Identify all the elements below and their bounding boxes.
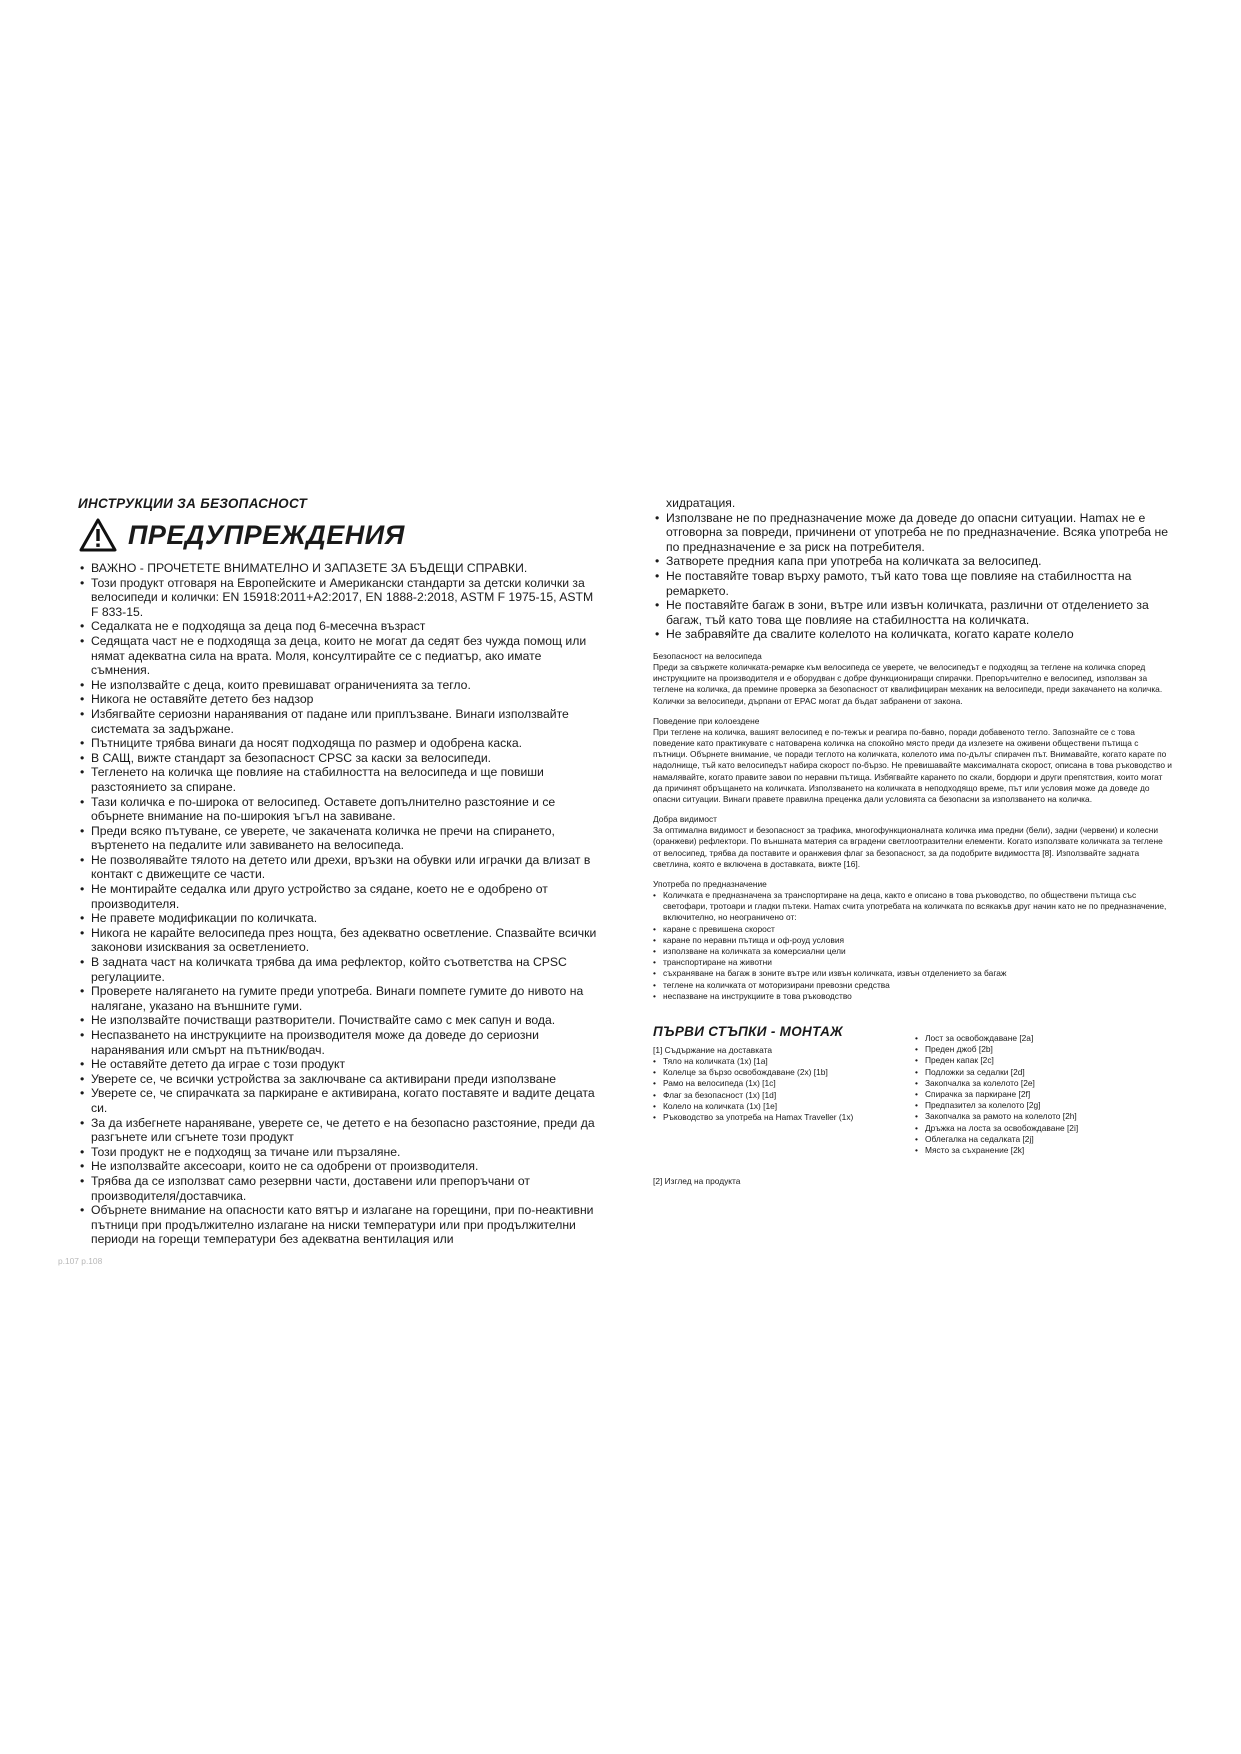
list-item: • Облегалка на седалката [2j] — [915, 1134, 1155, 1145]
list-item: • Пътниците трябва винаги да носят подходяща по размер и одобрена каска. — [78, 736, 598, 751]
list-item: • използване на количката за комерсиални цели — [653, 946, 1173, 957]
list-item: • Спирачка за паркиране [2f] — [915, 1089, 1155, 1100]
cycling-behaviour-section — [653, 716, 1173, 805]
right-column — [653, 496, 1173, 1186]
assembly-block — [653, 1033, 1173, 1156]
list-item: • Не забравяйте да свалите колелото на количката, когато карате колело — [653, 627, 1173, 642]
list-item: • Флаг за безопасност (1x) [1d] — [653, 1090, 915, 1101]
section-text: Преди за свържете количката-ремарке към велосипеда се уверете, че велосипедът е подходящ за теглене на количка според инструкциите на производителя и е оборудван с добре функциониращи спирачки. Препоръчително е велосипед, използван за теглене на количка, да премине проверка за безопасност от квалифициран механик на велосипеди, преди закачането на количка. Колички за велосипеди, дърпани от EPAC могат да бъдат забранени от закона. — [653, 661, 1163, 706]
list-item: • неспазване на инструкциите в това ръководство — [653, 991, 1173, 1002]
list-item: • Не използвайте аксесоари, които не са одобрени от производителя. — [78, 1159, 598, 1174]
list-item: • каране по неравни пътища и оф-роуд условия — [653, 935, 1173, 946]
list-item: • В задната част на количката трябва да има рефлектор, който съответства на CPSC регулациите. — [78, 955, 598, 984]
list-item: • Затворете предния капа при употреба на количката за велосипед. — [653, 554, 1173, 569]
product-parts — [915, 1033, 1155, 1156]
list-item: • Закопчалка за рамото на колелото [2h] — [915, 1111, 1155, 1122]
list-item: • Неспазването на инструкциите на производителя може да доведе до сериозни наранявания или смърт на пътник/водач. — [78, 1028, 598, 1057]
list-item: • Лост за освобождаване [2a] — [915, 1033, 1155, 1044]
list-item: • теглене на количката от моторизирани превозни средства — [653, 980, 1173, 991]
list-item: • Подложки за седалки [2d] — [915, 1067, 1155, 1078]
section-heading: Добра видимост — [653, 814, 717, 825]
list-item: • Проверете налягането на гумите преди употреба. Винаги помпете гумите до нивото на налягане, указано на външните гуми. — [78, 984, 598, 1013]
parts-list — [915, 1033, 1155, 1156]
list-item: • Никога не оставяйте детето без надзор — [78, 692, 598, 707]
list-item: • Никога не карайте велосипеда през нощта, без адекватно осветление. Спазвайте всички законови изисквания за осветлението. — [78, 926, 598, 955]
warning-triangle-icon — [78, 517, 118, 553]
list-item: • Не използвайте почистващи разтворители. Почиствайте само с мек сапун и вода. — [78, 1013, 598, 1028]
list-item: • Седалката не е подходяща за деца под 6-месечна възраст — [78, 619, 598, 634]
list-item: • Колело на количката (1x) [1e] — [653, 1101, 915, 1112]
warnings-list-continued — [653, 511, 1173, 642]
list-item: • Не поставяйте товар върху рамото, тъй като това ще повлияе на стабилността на ремаркето. — [653, 569, 1173, 598]
list-item: • Тяло на количката (1x) [1a] — [653, 1056, 915, 1067]
list-item: • Седящата част не е подходяща за деца, които не могат да седят без чужда помощ или нямат адекватна сила на врата. Моля, консултирайте се с педиатър, ако имате съмнения. — [78, 634, 598, 678]
list-item: • В САЩ, вижте стандарт за безопасност CPSC за каски за велосипеди. — [78, 751, 598, 766]
list-item: • Дръжка на лоста за освобождаване [2i] — [915, 1123, 1155, 1134]
delivery-contents — [653, 1045, 915, 1156]
left-column — [78, 496, 598, 1247]
list-item: • Преден джоб [2b] — [915, 1044, 1155, 1055]
intended-use-section — [653, 879, 1173, 1002]
list-item: • Уверете се, че спирачката за паркиране е активирана, когато поставяте и вадите децата си. — [78, 1086, 598, 1115]
assembly-heading: ПЪРВИ СТЪПКИ - МОНТАЖ — [653, 1024, 843, 1040]
list-item: • Не правете модификации по количката. — [78, 911, 598, 926]
warnings-header — [78, 515, 598, 555]
list-item: • Колелце за бързо освобождаване (2x) [1b] — [653, 1067, 915, 1078]
warnings-title: ПРЕДУПРЕЖДЕНИЯ — [128, 519, 405, 550]
list-item: • Тегленето на количка ще повлияе на стабилността на велосипеда и ще повиши разстоянието за спиране. — [78, 765, 598, 794]
section-heading: Поведение при колоездене — [653, 715, 760, 726]
list-item: • Уверете се, че всички устройства за заключване са активирани преди използване — [78, 1072, 598, 1087]
list-item: • съхраняване на багаж в зоните вътре или извън количката, извън отделението за багаж — [653, 968, 1173, 979]
list-item: • Този продукт отговаря на Европейските и Американски стандарти за детски колички за велосипеди и колички: EN 15918:2011+A2:2017, EN 1888-2:2018, ASTM F 1975-15, ASTM F 833-15. — [78, 576, 598, 620]
list-item: • транспортиране на животни — [653, 957, 1173, 968]
list-item: • Този продукт не е подходящ за тичане или пързаляне. — [78, 1145, 598, 1160]
contents-list — [653, 1056, 915, 1123]
list-item: • Място за съхранение [2k] — [915, 1145, 1155, 1156]
list-item: • Ръководство за употреба на Hamax Traveller (1x) — [653, 1112, 915, 1123]
safety-instructions-heading: ИНСТРУКЦИИ ЗА БЕЗОПАСНОСТ — [78, 496, 308, 511]
intended-use-list — [653, 890, 1173, 1002]
list-item: • Трябва да се използват само резервни части, доставени или препоръчани от производителя/доставчика. — [78, 1174, 598, 1203]
list-item: • каране с превишена скорост — [653, 924, 1173, 935]
list-item: • Избягвайте сериозни наранявания от падане или приплъзване. Винаги използвайте системата за задържане. — [78, 707, 598, 736]
section-text: При теглене на количка, вашият велосипед е по-тежък и реагира по-бавно, поради добавеното тегло. Запознайте се с това поведение като практикувате с натоварена количка на спокойно място преди да излезете на оживени обществени пътища с пътници. Обърнете внимание, че поради теглото на количката, колелото има по-дълъг спирачен път. Внимавайте, когато карате по надолнище, тъй като велосипедът набира скорост по-бързо. Не превишавайте максималната скорост, описана в това ръководство и намалявайте, когато правите завои по неравни пътища. Избягвайте карането по скали, бордюри и други препятствия, които могат да причинят обръщането на количката. Използването на количката в неподходящо време, път или условия може да доведе до опасни ситуации. Винаги правете правилна преценка дали условията са безопасни за използването на количка. — [653, 726, 1172, 804]
contents-title: [1] Съдържание на доставката — [653, 1045, 772, 1056]
list-item: • Не поставяйте багаж в зони, вътре или извън количката, различни от отделението за багаж, тъй като това ще повлияе на стабилността на количката. — [653, 598, 1173, 627]
visibility-section — [653, 814, 1173, 870]
product-view-label: [2] Изглед на продукта — [653, 1176, 741, 1187]
section-heading: Употреба по предназначение — [653, 878, 767, 889]
list-item: • Не оставяйте детето да играе с този продукт — [78, 1057, 598, 1072]
continuation-text: хидратация. — [666, 496, 736, 510]
warnings-list — [78, 561, 598, 1247]
list-item: • Не позволявайте тялото на детето или дрехи, връзки на обувки или играчки да влизат в контакт с движещите се части. — [78, 853, 598, 882]
list-item: • Количката е предназначена за транспортиране на деца, както е описано в това ръководство, по обществени пътища със светофари, тротоари и гладки пътеки. Hamax счита употребата на количката по всякакъв друг начин като не по предназначение, включително, но неограничено от: — [653, 890, 1173, 924]
section-text: За оптимална видимост и безопасност за трафика, многофункционалната количка има предни (бели), задни (червени) и колесни (оранжеви) рефлектори. По външната материя са вградени светлоотразителни елементи. Когато използвате количката за теглене от велосипед, трябва да поставите и оранжевия флаг за безопасност, за да подобрите видимостта [8]. Използвайте задната светлина, която е включена в доставката, вижте [16]. — [653, 825, 1163, 869]
list-item: • Рамо на велосипеда (1x) [1c] — [653, 1078, 915, 1089]
page-numbers: p.107 p.108 — [58, 1256, 103, 1266]
list-item: • Преди всяко пътуване, се уверете, че закачената количка не пречи на спирането, въртенето на педалите или завиването на велосипеда. — [78, 824, 598, 853]
bicycle-safety-section — [653, 651, 1173, 707]
list-item: • Не монтирайте седалка или друго устройство за сядане, което не е одобрено от производителя. — [78, 882, 598, 911]
list-item: • ВАЖНО - ПРОЧЕТЕТЕ ВНИМАТЕЛНО И ЗАПАЗЕТЕ ЗА БЪДЕЩИ СПРАВКИ. — [78, 561, 598, 576]
list-item: • Обърнете внимание на опасности като вятър и излагане на горещини, при по-неактивни пътници при продължително излагане на ниски температури или при продължителни периоди на горещи температури без адекватна вентилация или — [78, 1203, 598, 1247]
list-item: • Не използвайте с деца, които превишават ограниченията за тегло. — [78, 678, 598, 693]
list-item: • Преден капак [2c] — [915, 1055, 1155, 1066]
list-item: • Използване не по предназначение може да доведе до опасни ситуации. Hamax не е отговорна за повреди, причинени от употреба не по предназначение. Всяка употреба не по предназначение е за риск на потребителя. — [653, 511, 1173, 555]
list-item: • Предпазител за колелото [2g] — [915, 1100, 1155, 1111]
list-item: • Тази количка е по-широка от велосипед. Оставете допълнително разстояние и се обърнете внимание на по-широкия ъгъл на завиване. — [78, 795, 598, 824]
list-item: • За да избегнете нараняване, уверете се, че детето е на безопасно разстояние, преди да разгънете или сгънете този продукт — [78, 1116, 598, 1145]
list-item: • Закопчалка за колелото [2e] — [915, 1078, 1155, 1089]
section-heading: Безопасност на велосипеда — [653, 650, 762, 661]
